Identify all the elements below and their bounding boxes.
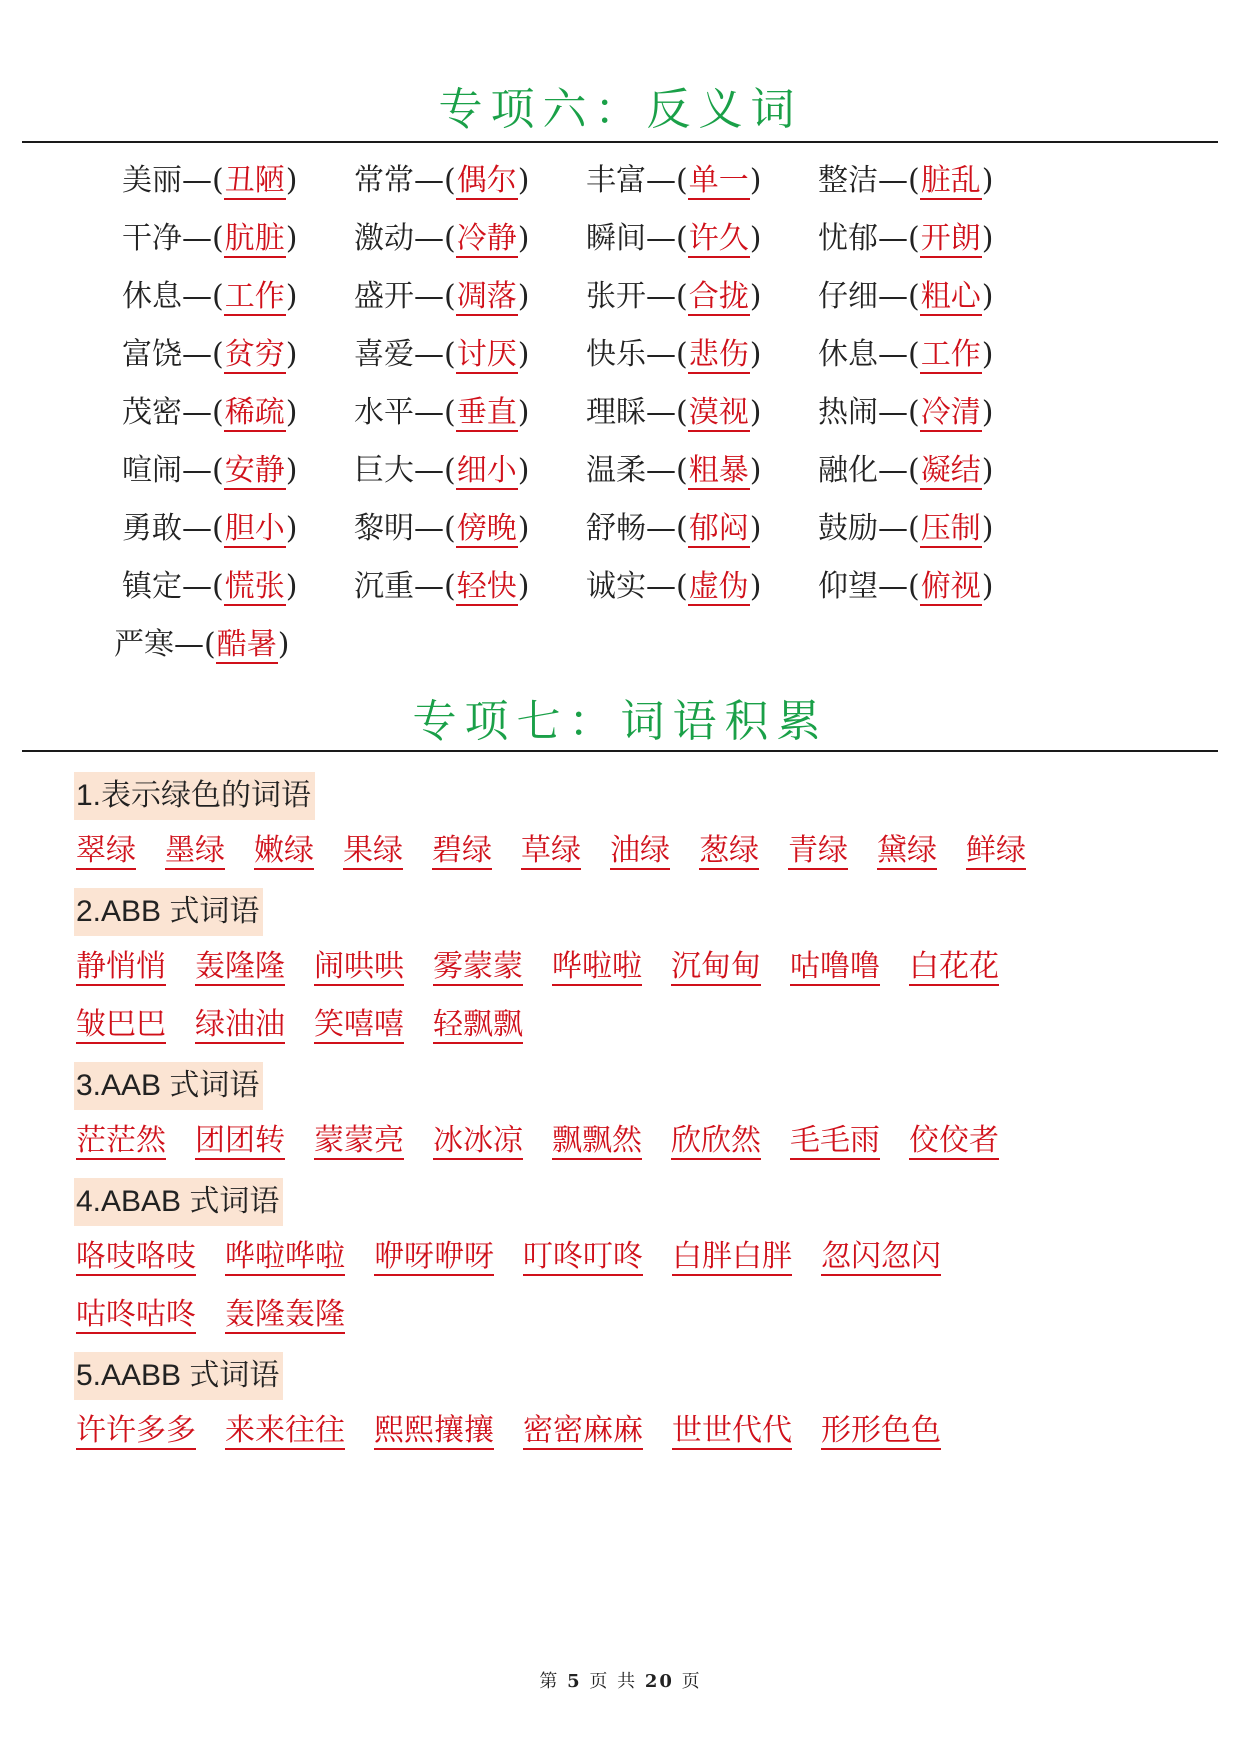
dash-paren-open: —( — [414, 395, 456, 430]
vocab-word: 葱绿 — [699, 833, 759, 868]
antonym-pair — [586, 279, 762, 314]
antonym-word: 激动 — [354, 221, 414, 256]
antonym-answer: 贫穷 — [224, 337, 285, 372]
antonym-answer: 合拢 — [688, 279, 749, 314]
paren-close: ) — [749, 395, 762, 430]
antonym-pair — [122, 511, 298, 546]
vocab-word: 雾蒙蒙 — [433, 949, 523, 984]
antonym-pair — [354, 453, 530, 488]
antonym-word: 干净 — [122, 221, 182, 256]
paren-close: ) — [981, 163, 994, 198]
vocab-word: 油绿 — [610, 833, 670, 868]
antonym-word: 富饶 — [122, 337, 182, 372]
vocab-word: 轰隆隆 — [195, 949, 285, 984]
vocab-word: 熙熙攘攘 — [374, 1413, 494, 1448]
antonym-pair — [818, 163, 994, 198]
antonym-answer: 慌张 — [224, 569, 285, 604]
antonym-answer: 傍晚 — [456, 511, 517, 546]
antonym-answer: 酷暑 — [216, 627, 277, 662]
dash-paren-open: —( — [878, 453, 920, 488]
vocab-word: 绿油油 — [195, 1007, 285, 1042]
antonym-pair — [354, 279, 530, 314]
vocab-word: 叮咚叮咚 — [523, 1239, 643, 1274]
dash-paren-open: —( — [182, 511, 224, 546]
antonym-pair — [586, 163, 762, 198]
antonym-answer: 轻快 — [456, 569, 517, 604]
vocab-word: 密密麻麻 — [523, 1413, 643, 1448]
vocab-word: 笑嘻嘻 — [314, 1007, 404, 1042]
antonym-pair — [586, 511, 762, 546]
footer-total-pages: 20 — [644, 1671, 674, 1692]
vocab-word: 轰隆轰隆 — [225, 1297, 345, 1332]
antonym-pair — [586, 453, 762, 488]
vocab-word: 静悄悄 — [76, 949, 166, 984]
title-underline-rule — [22, 141, 1218, 143]
antonym-answer: 冷清 — [920, 395, 981, 430]
antonym-word: 巨大 — [354, 453, 414, 488]
antonym-word: 丰富 — [586, 163, 646, 198]
antonym-pair — [122, 395, 298, 430]
paren-close: ) — [749, 279, 762, 314]
vocab-word: 咕咚咕咚 — [76, 1297, 196, 1332]
antonym-word: 盛开 — [354, 279, 414, 314]
paren-close: ) — [749, 337, 762, 372]
dash-paren-open: —( — [878, 337, 920, 372]
dash-paren-open: —( — [646, 337, 688, 372]
antonym-answer: 粗暴 — [688, 453, 749, 488]
category-label: 4.ABAB 式词语 — [74, 1178, 283, 1226]
paren-close: ) — [981, 453, 994, 488]
vocab-word: 世世代代 — [672, 1413, 792, 1448]
antonym-word: 瞬间 — [586, 221, 646, 256]
vocab-word: 来来往往 — [225, 1413, 345, 1448]
paren-close: ) — [517, 337, 530, 372]
paren-close: ) — [749, 569, 762, 604]
antonym-word: 美丽 — [122, 163, 182, 198]
paren-close: ) — [981, 569, 994, 604]
antonym-pair — [354, 337, 530, 372]
dash-paren-open: —( — [878, 221, 920, 256]
antonym-answer: 胆小 — [224, 511, 285, 546]
antonym-pair — [818, 569, 994, 604]
vocab-word: 白胖白胖 — [672, 1239, 792, 1274]
dash-paren-open: —( — [414, 279, 456, 314]
section-title-antonyms: 专项六：反义词 — [438, 84, 803, 135]
paren-close: ) — [285, 163, 298, 198]
vocab-word: 飘飘然 — [552, 1123, 642, 1158]
antonym-answer: 悲伤 — [688, 337, 749, 372]
antonym-word: 沉重 — [354, 569, 414, 604]
antonym-answer: 凝结 — [920, 453, 981, 488]
paren-close: ) — [517, 511, 530, 546]
antonym-answer: 工作 — [224, 279, 285, 314]
antonym-pair — [354, 511, 530, 546]
dash-paren-open: —( — [414, 163, 456, 198]
vocab-word: 佼佼者 — [909, 1123, 999, 1158]
dash-paren-open: —( — [182, 569, 224, 604]
paren-close: ) — [981, 221, 994, 256]
antonym-answer: 垂直 — [456, 395, 517, 430]
dash-paren-open: —( — [646, 395, 688, 430]
paren-close: ) — [517, 395, 530, 430]
paren-close: ) — [749, 163, 762, 198]
antonym-answer: 偶尔 — [456, 163, 517, 198]
antonym-word: 勇敢 — [122, 511, 182, 546]
antonym-word: 温柔 — [586, 453, 646, 488]
antonym-word: 仰望 — [818, 569, 878, 604]
antonym-answer: 丑陋 — [224, 163, 285, 198]
dash-paren-open: —( — [182, 163, 224, 198]
antonym-answer: 粗心 — [920, 279, 981, 314]
antonym-word: 张开 — [586, 279, 646, 314]
paren-close: ) — [285, 395, 298, 430]
antonym-answer: 开朗 — [920, 221, 981, 256]
vocab-word: 白花花 — [909, 949, 999, 984]
antonym-answer: 凋落 — [456, 279, 517, 314]
dash-paren-open: —( — [646, 221, 688, 256]
title-underline-rule — [22, 750, 1218, 752]
footer-suffix: 页 — [681, 1671, 702, 1692]
antonym-word: 理睬 — [586, 395, 646, 430]
antonym-pair — [114, 627, 290, 662]
vocab-word: 形形色色 — [821, 1413, 941, 1448]
dash-paren-open: —( — [646, 569, 688, 604]
antonym-word: 水平 — [354, 395, 414, 430]
antonym-word: 茂密 — [122, 395, 182, 430]
dash-paren-open: —( — [646, 511, 688, 546]
footer-page-number: 5 — [567, 1671, 582, 1692]
category-label: 5.AABB 式词语 — [74, 1352, 283, 1400]
vocab-word: 果绿 — [343, 833, 403, 868]
dash-paren-open: —( — [414, 569, 456, 604]
antonym-answer: 冷静 — [456, 221, 517, 256]
antonym-pair — [122, 279, 298, 314]
vocab-word: 嫩绿 — [254, 833, 314, 868]
paren-close: ) — [517, 569, 530, 604]
antonym-answer: 郁闷 — [688, 511, 749, 546]
dash-paren-open: —( — [182, 453, 224, 488]
antonym-answer: 稀疏 — [224, 395, 285, 430]
antonym-answer: 安静 — [224, 453, 285, 488]
dash-paren-open: —( — [414, 337, 456, 372]
vocab-word: 咿呀咿呀 — [374, 1239, 494, 1274]
antonym-answer: 细小 — [456, 453, 517, 488]
antonym-answer: 俯视 — [920, 569, 981, 604]
antonym-pair — [586, 569, 762, 604]
category-label: 1.表示绿色的词语 — [74, 772, 315, 820]
vocab-word: 毛毛雨 — [790, 1123, 880, 1158]
vocab-word: 闹哄哄 — [314, 949, 404, 984]
paren-close: ) — [285, 511, 298, 546]
antonym-word: 休息 — [122, 279, 182, 314]
antonym-pair — [354, 569, 530, 604]
footer-prefix: 第 — [539, 1671, 560, 1692]
paren-close: ) — [749, 511, 762, 546]
antonym-word: 热闹 — [818, 395, 878, 430]
antonym-word: 仔细 — [818, 279, 878, 314]
paren-close: ) — [981, 395, 994, 430]
dash-paren-open: —( — [182, 279, 224, 314]
section-title-vocabulary: 专项七：词语积累 — [412, 696, 829, 747]
dash-paren-open: —( — [174, 627, 216, 662]
dash-paren-open: —( — [646, 453, 688, 488]
antonym-pair — [354, 221, 530, 256]
antonym-word: 休息 — [818, 337, 878, 372]
dash-paren-open: —( — [414, 511, 456, 546]
vocab-word: 许许多多 — [76, 1413, 196, 1448]
paren-close: ) — [285, 569, 298, 604]
antonym-word: 喜爱 — [354, 337, 414, 372]
page-footer — [0, 1667, 1241, 1693]
dash-paren-open: —( — [182, 221, 224, 256]
antonym-answer: 漠视 — [688, 395, 749, 430]
dash-paren-open: —( — [182, 395, 224, 430]
dash-paren-open: —( — [414, 221, 456, 256]
antonym-answer: 虚伪 — [688, 569, 749, 604]
antonym-word: 快乐 — [586, 337, 646, 372]
vocab-word: 翠绿 — [76, 833, 136, 868]
antonym-answer: 脏乱 — [920, 163, 981, 198]
paren-close: ) — [285, 279, 298, 314]
vocab-word: 碧绿 — [432, 833, 492, 868]
antonym-answer: 工作 — [920, 337, 981, 372]
paren-close: ) — [285, 453, 298, 488]
antonym-pair — [354, 395, 530, 430]
paren-close: ) — [749, 221, 762, 256]
antonym-word: 整洁 — [818, 163, 878, 198]
antonym-pair — [586, 221, 762, 256]
antonym-word: 镇定 — [122, 569, 182, 604]
antonym-pair — [122, 337, 298, 372]
antonym-pair — [818, 453, 994, 488]
antonym-answer: 肮脏 — [224, 221, 285, 256]
vocab-word: 哗啦啦 — [552, 949, 642, 984]
antonym-pair — [586, 395, 762, 430]
paren-close: ) — [285, 221, 298, 256]
antonym-answer: 压制 — [920, 511, 981, 546]
antonym-pair — [818, 279, 994, 314]
paren-close: ) — [517, 453, 530, 488]
vocab-word: 皱巴巴 — [76, 1007, 166, 1042]
vocab-word: 忽闪忽闪 — [821, 1239, 941, 1274]
vocab-word: 墨绿 — [165, 833, 225, 868]
antonym-pair — [818, 511, 994, 546]
vocab-word: 蒙蒙亮 — [314, 1123, 404, 1158]
dash-paren-open: —( — [182, 337, 224, 372]
dash-paren-open: —( — [646, 163, 688, 198]
vocab-word: 咯吱咯吱 — [76, 1239, 196, 1274]
antonym-pair — [354, 163, 530, 198]
dash-paren-open: —( — [878, 395, 920, 430]
antonym-word: 鼓励 — [818, 511, 878, 546]
dash-paren-open: —( — [878, 279, 920, 314]
vocab-word: 鲜绿 — [966, 833, 1026, 868]
vocab-word: 轻飘飘 — [433, 1007, 523, 1042]
paren-close: ) — [277, 627, 290, 662]
antonym-pair — [122, 163, 298, 198]
vocab-word: 黛绿 — [877, 833, 937, 868]
dash-paren-open: —( — [878, 163, 920, 198]
antonym-pair — [586, 337, 762, 372]
vocab-word: 青绿 — [788, 833, 848, 868]
dash-paren-open: —( — [878, 511, 920, 546]
paren-close: ) — [517, 221, 530, 256]
paren-close: ) — [749, 453, 762, 488]
antonym-pair — [818, 337, 994, 372]
antonym-word: 喧闹 — [122, 453, 182, 488]
footer-middle: 页 共 — [589, 1671, 638, 1692]
antonym-word: 黎明 — [354, 511, 414, 546]
vocab-word: 沉甸甸 — [671, 949, 761, 984]
paren-close: ) — [981, 511, 994, 546]
antonym-word: 常常 — [354, 163, 414, 198]
antonym-word: 严寒 — [114, 627, 174, 662]
paren-close: ) — [517, 279, 530, 314]
paren-close: ) — [517, 163, 530, 198]
vocab-word: 草绿 — [521, 833, 581, 868]
vocab-word: 冰冰凉 — [433, 1123, 523, 1158]
antonym-pair — [818, 395, 994, 430]
dash-paren-open: —( — [878, 569, 920, 604]
vocab-word: 欣欣然 — [671, 1123, 761, 1158]
antonym-word: 诚实 — [586, 569, 646, 604]
vocab-word: 茫茫然 — [76, 1123, 166, 1158]
vocab-word: 哗啦哗啦 — [225, 1239, 345, 1274]
antonym-word: 忧郁 — [818, 221, 878, 256]
antonym-pair — [818, 221, 994, 256]
vocab-word: 团团转 — [195, 1123, 285, 1158]
antonym-answer: 单一 — [688, 163, 749, 198]
paren-close: ) — [285, 337, 298, 372]
paren-close: ) — [981, 279, 994, 314]
vocab-word: 咕噜噜 — [790, 949, 880, 984]
antonym-answer: 讨厌 — [456, 337, 517, 372]
antonym-pair — [122, 221, 298, 256]
paren-close: ) — [981, 337, 994, 372]
antonym-word: 舒畅 — [586, 511, 646, 546]
dash-paren-open: —( — [646, 279, 688, 314]
category-label: 3.AAB 式词语 — [74, 1062, 263, 1110]
dash-paren-open: —( — [414, 453, 456, 488]
antonym-word: 融化 — [818, 453, 878, 488]
antonym-pair — [122, 453, 298, 488]
category-label: 2.ABB 式词语 — [74, 888, 263, 936]
antonym-pair — [122, 569, 298, 604]
antonym-answer: 许久 — [688, 221, 749, 256]
